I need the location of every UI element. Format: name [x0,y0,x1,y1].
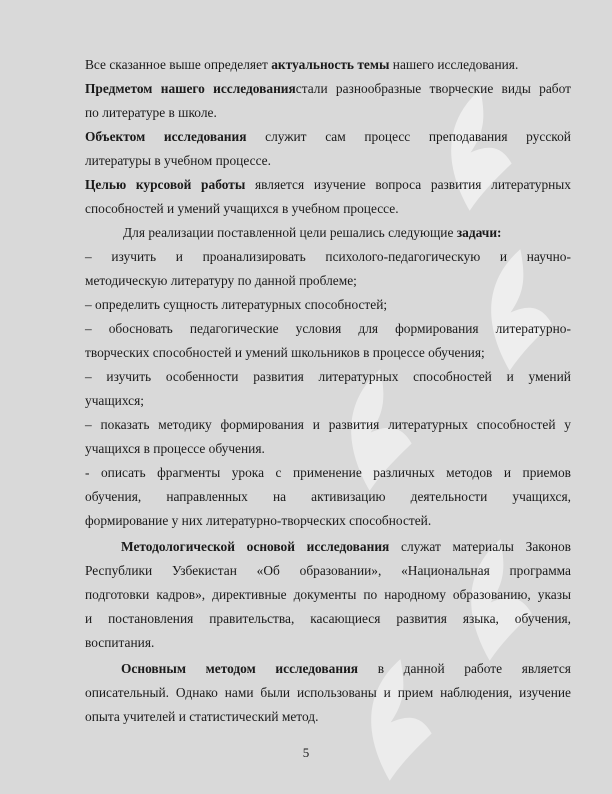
paragraph-line: подготовки кадров», директивные документы по народному образованию, указы [85,587,571,602]
paragraph-line: учащихся; [85,393,144,408]
word: для [358,321,379,336]
bold-term: Методологической основой исследования [121,539,390,554]
paragraph-line: Республики Узбекистан «Об образовании», «Национальная программа [85,563,571,578]
task-item: - описать фрагменты урока с применение различных методов и приемов [85,465,571,480]
word: на [272,489,287,504]
word: научно- [526,249,571,264]
word: и [499,249,508,264]
paragraph-line: опыта учителей и статистический метод. [85,709,319,724]
word: деятельности [410,489,488,504]
task-item [85,249,571,265]
word: работе [464,661,503,676]
paragraph-line: по литературе в школе. [85,105,217,120]
paragraph-line: методическую литературу по данной проблеме; [85,273,357,288]
word: – изучить [85,249,157,264]
bold-term: Основным [121,661,186,676]
word: учащихся, [512,489,572,504]
task-item: – показать методику формирования и развития литературных способностей у [85,417,571,432]
word: служит [265,129,307,144]
task-item [85,321,571,337]
word: – изучить [85,369,152,384]
paragraph-line: учащихся в процессе обучения. [85,441,265,456]
word: активизацию [311,489,386,504]
word: способностей [413,369,492,384]
paragraph-tasks-intro [123,225,502,241]
paragraph-line: и постановления правительства, касающиеся развития языка, обучения, [85,611,571,626]
word: умений [528,369,571,384]
text: служат материалы Законов [389,539,571,554]
task-item [85,369,571,385]
paragraph-line: воспитания. [85,635,155,650]
word: в [377,661,385,676]
paragraph-method [121,661,571,677]
word: педагогические [189,321,279,336]
bold-term: исследования [275,661,359,676]
text: Все сказанное выше определяет [85,57,272,72]
bold-term: исследования [163,129,247,144]
word: русской [526,129,571,144]
word: обучения, [85,489,142,504]
word: проанализировать [202,249,306,264]
bold-term: актуальность темы [271,57,390,72]
bold-term: задачи: [456,225,502,240]
word: направленных [166,489,248,504]
paragraph-relevance [85,57,518,73]
text: является изучение вопроса развития литературных [245,177,572,192]
word: сам [325,129,346,144]
word: данной [403,661,445,676]
paragraph-methodology [121,539,571,555]
paragraph-line: формирование у них литературно-творческих способностей. [85,513,432,528]
paragraph-object [85,129,571,145]
paragraph-line: способностей и умений учащихся в учебном процессе. [85,201,399,216]
page-number: 5 [302,745,310,760]
word: и [506,369,514,384]
word: формирования [395,321,479,336]
word: процесс [364,129,411,144]
word: особенности [165,369,239,384]
bold-term: Целью курсовой работы [85,177,246,192]
word: – обосновать [85,321,173,336]
word: психолого-педагогическую [325,249,481,264]
bold-term: Объектом [85,129,146,144]
word: преподавания [428,129,508,144]
paragraph-line: описательный. Однако нами были использованы и прием наблюдения, изучение [85,685,571,700]
paragraph-line: литературы в учебном процессе. [85,153,271,168]
text: нашего исследования. [389,57,519,72]
watermark-logo-icon [406,76,544,225]
paragraph-subject [85,81,571,97]
word: условия [295,321,342,336]
word: развития [253,369,304,384]
text: Для реализации поставленной цели решались следующие [123,225,457,240]
word: и [175,249,183,264]
bold-term: Предметом нашего исследования [85,81,296,96]
task-item: – определить сущность литературных способностей; [85,297,388,312]
paragraph-line: творческих способностей и умений школьников в процессе обучения; [85,345,485,360]
word: литературных [318,369,399,384]
bold-term: методом [205,661,256,676]
paragraph-line [85,489,571,505]
word: является [521,661,571,676]
text: стали разнообразные творческие виды работ [295,81,571,96]
paragraph-goal [85,177,571,193]
word: литературно- [495,321,571,336]
